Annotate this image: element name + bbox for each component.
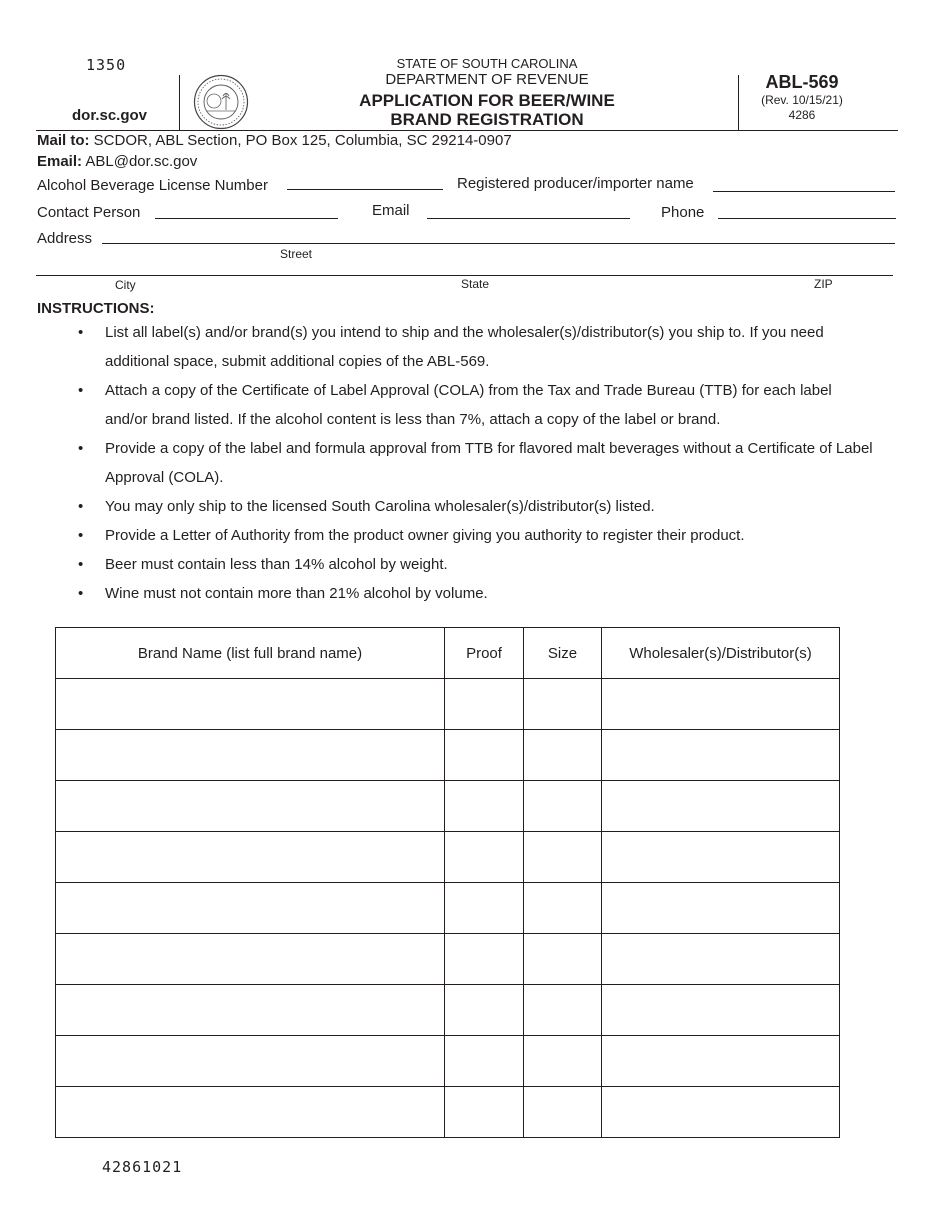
- city-state-zip-input[interactable]: [36, 275, 893, 276]
- size-cell[interactable]: [524, 1036, 602, 1087]
- wholesaler-cell[interactable]: [602, 985, 840, 1036]
- size-cell[interactable]: [524, 781, 602, 832]
- size-cell[interactable]: [524, 832, 602, 883]
- brand-name-cell[interactable]: [56, 985, 445, 1036]
- department-name: DEPARTMENT OF REVENUE: [385, 71, 589, 88]
- table-row: [56, 781, 840, 832]
- brand-name-cell[interactable]: [56, 1087, 445, 1138]
- form-number-block: [742, 72, 862, 122]
- license-number-input[interactable]: [287, 189, 443, 190]
- proof-cell[interactable]: [445, 832, 524, 883]
- brand-name-cell[interactable]: [56, 934, 445, 985]
- instruction-item: • Attach a copy of the Certificate of Label Approval (COLA) from the Tax and Trade Bureau (TTB) for each label and/or brand listed. If the alcohol content is less than 7%, attach a copy of the label or brand.: [78, 376, 878, 434]
- website: dor.sc.gov: [72, 107, 148, 124]
- form-id: 4286: [788, 108, 816, 122]
- table-header-row: [56, 628, 840, 679]
- address-label: Address: [37, 230, 93, 247]
- brand-name-cell[interactable]: [56, 679, 445, 730]
- form-number: ABL-569: [765, 72, 839, 92]
- proof-cell[interactable]: [445, 883, 524, 934]
- instruction-item: • You may only ship to the licensed South Carolina wholesaler(s)/distributor(s) listed.: [78, 492, 878, 521]
- size-header: Size: [524, 628, 602, 679]
- instructions-heading: INSTRUCTIONS:: [37, 300, 155, 317]
- size-cell[interactable]: [524, 730, 602, 781]
- phone-label: Phone: [661, 204, 705, 221]
- brand-table: [55, 627, 840, 1138]
- table-row: [56, 934, 840, 985]
- instruction-item: • List all label(s) and/or brand(s) you intend to ship and the wholesaler(s)/distributor(s) you ship to. If you need additional space, submit additional copies of the ABL-569.: [78, 318, 878, 376]
- phone-input[interactable]: [718, 218, 896, 219]
- brand-name-header: Brand Name (list full brand name): [56, 628, 445, 679]
- email-label: Email:: [37, 153, 83, 170]
- brand-name-cell[interactable]: [56, 781, 445, 832]
- size-cell[interactable]: [524, 883, 602, 934]
- producer-name-input[interactable]: [713, 191, 895, 192]
- form-title-line2: BRAND REGISTRATION: [390, 110, 584, 129]
- instructions-list: [78, 318, 878, 608]
- state-name: STATE OF SOUTH CAROLINA: [396, 56, 578, 71]
- size-cell[interactable]: [524, 934, 602, 985]
- mail-to-line: [37, 132, 512, 149]
- street-caption: Street: [280, 247, 313, 261]
- producer-name-label: Registered producer/importer name: [457, 175, 694, 192]
- contact-person-input[interactable]: [155, 218, 338, 219]
- size-cell[interactable]: [524, 679, 602, 730]
- proof-cell[interactable]: [445, 1087, 524, 1138]
- form-title-line1: APPLICATION FOR BEER/WINE: [359, 91, 615, 110]
- email-field-input[interactable]: [427, 218, 630, 219]
- form-code-bottom: 42861021: [102, 1158, 183, 1176]
- email-address: ABL@dor.sc.gov: [85, 153, 198, 170]
- wholesaler-cell[interactable]: [602, 730, 840, 781]
- table-row: [56, 1087, 840, 1138]
- size-cell[interactable]: [524, 1087, 602, 1138]
- instruction-item: • Wine must not contain more than 21% alcohol by volume.: [78, 579, 878, 608]
- header-center: [340, 57, 634, 129]
- size-cell[interactable]: [524, 985, 602, 1036]
- wholesaler-cell[interactable]: [602, 934, 840, 985]
- header-rule: [36, 130, 898, 131]
- wholesaler-cell[interactable]: [602, 1087, 840, 1138]
- street-input[interactable]: [102, 243, 895, 244]
- contact-person-label: Contact Person: [37, 204, 141, 221]
- table-row: [56, 832, 840, 883]
- wholesaler-cell[interactable]: [602, 832, 840, 883]
- header-divider-right: [738, 75, 739, 130]
- brand-name-cell[interactable]: [56, 832, 445, 883]
- proof-cell[interactable]: [445, 679, 524, 730]
- license-number-label: Alcohol Beverage License Number: [37, 177, 268, 194]
- email-line: [37, 153, 197, 170]
- brand-name-cell[interactable]: [56, 1036, 445, 1087]
- state-seal-icon: [193, 74, 249, 130]
- wholesaler-cell[interactable]: [602, 679, 840, 730]
- mail-to-label: Mail to:: [37, 132, 90, 149]
- proof-header: Proof: [445, 628, 524, 679]
- zip-caption: ZIP: [814, 277, 833, 291]
- proof-cell[interactable]: [445, 985, 524, 1036]
- brand-name-cell[interactable]: [56, 730, 445, 781]
- form-revision: (Rev. 10/15/21): [761, 93, 843, 107]
- wholesaler-header: Wholesaler(s)/Distributor(s): [602, 628, 840, 679]
- table-row: [56, 1036, 840, 1087]
- brand-name-cell[interactable]: [56, 883, 445, 934]
- form-code-top: 1350: [86, 56, 127, 74]
- email-field-label: Email: [372, 202, 410, 219]
- table-row: [56, 985, 840, 1036]
- table-row: [56, 730, 840, 781]
- proof-cell[interactable]: [445, 781, 524, 832]
- instruction-item: • Provide a Letter of Authority from the product owner giving you authority to register their product.: [78, 521, 878, 550]
- instruction-item: • Beer must contain less than 14% alcohol by weight.: [78, 550, 878, 579]
- proof-cell[interactable]: [445, 934, 524, 985]
- wholesaler-cell[interactable]: [602, 883, 840, 934]
- instruction-item: • Provide a copy of the label and formula approval from TTB for flavored malt beverages without a Certificate of Label Approval (COLA).: [78, 434, 878, 492]
- table-row: [56, 679, 840, 730]
- city-caption: City: [115, 278, 136, 292]
- table-row: [56, 883, 840, 934]
- state-caption: State: [461, 277, 490, 291]
- proof-cell[interactable]: [445, 1036, 524, 1087]
- header-divider-left: [179, 75, 180, 130]
- wholesaler-cell[interactable]: [602, 781, 840, 832]
- wholesaler-cell[interactable]: [602, 1036, 840, 1087]
- mail-to-address: SCDOR, ABL Section, PO Box 125, Columbia, SC 29214-0907: [93, 132, 512, 149]
- brand-table-body: [56, 679, 840, 1138]
- proof-cell[interactable]: [445, 730, 524, 781]
